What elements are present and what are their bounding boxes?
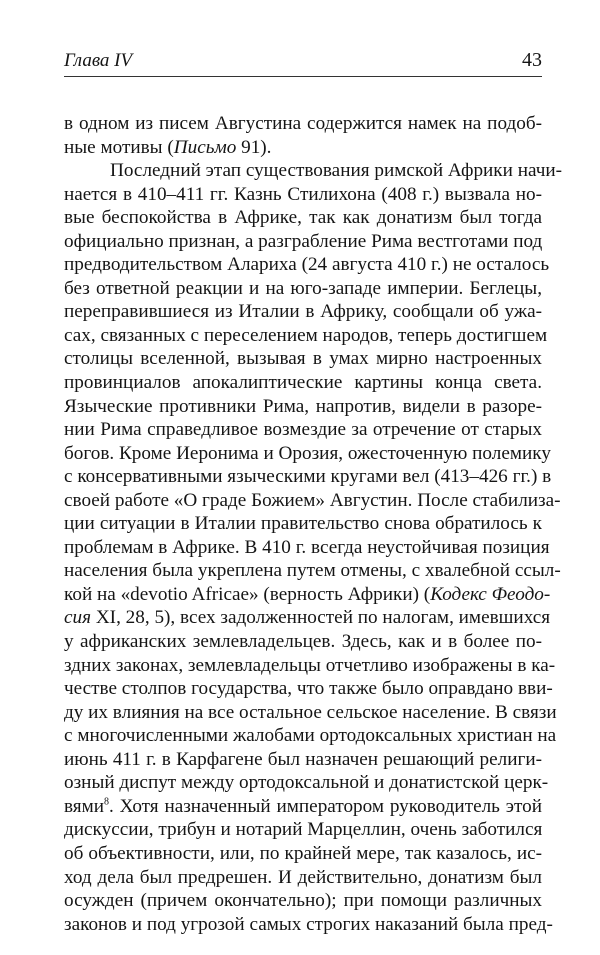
text-run: озный диспут между ортодоксальной и донатистской церк- [64,772,549,794]
text-run: в одном из писем Августина содержится намек на подоб- [64,113,542,134]
text-run: XI, 28, 5), всех задолженностей по налогам, имевшихся [91,607,551,629]
text-line [64,442,551,466]
text-line [64,795,542,819]
text-line [64,724,557,748]
text-run: предводительством Алариха (24 августа 410 г.) не осталось [64,254,550,276]
text-run: вые беспокойства в Африке, так как донатизм был тогда [64,207,542,229]
text-line [64,112,542,136]
text-line [64,913,553,937]
text-line [64,654,556,678]
text-line [64,630,542,654]
footnote-ref: 8 [104,796,110,808]
text-run: Языческие противники Рима, напротив, видели в разоре- [64,395,542,417]
text-run: ду их влияния на все остальное сельское население. В связи [64,701,557,723]
text-line [64,536,550,560]
text-run: официально признан, а разграбление Рима вестготами под [64,230,543,252]
text-line [64,677,553,701]
text-run: июнь 411 г. в Карфагене был назначен решающий религи- [64,748,542,770]
text-run: здних законах, землевладельцы отчетливо изображены в ка- [64,654,556,676]
italic-text: Письмо [173,136,237,158]
text-line [64,300,542,324]
text-line [64,159,563,183]
text-line [64,136,542,160]
text-line [64,324,548,348]
text-line [64,253,550,277]
text-line [64,277,542,301]
text-run: об объективности, или, по крайней мере, так казалось, ис- [64,842,542,864]
text-run: Последний этап существования римской Африки начи- [110,160,563,182]
text-line [64,206,542,230]
text-run: вями [64,795,105,817]
text-run: сах, связанных с переселением народов, теперь достигшем [64,324,548,346]
text-run: законов и под угрозой самых строгих наказаний была пред- [64,913,553,935]
text-run: столицы вселенной, вызывая в умах мирно настроенных [64,348,542,370]
text-line [64,889,542,913]
text-run: . Хотя назначенный императором руководитель этой [109,795,542,817]
italic-text: сия [64,607,92,629]
text-run: кой на «devotio Africae» (верность Африки) ( [64,583,431,605]
text-line [64,606,551,630]
body-text [64,112,563,936]
text-line [64,465,552,489]
italic-text: Кодекс Феодо- [430,583,551,605]
text-run: ход дела был предрешен. И действительно, донатизм был [64,866,542,888]
text-run: ные мотивы ( [64,136,174,158]
text-run: 91). [236,136,272,158]
page-number: 43 [522,49,542,71]
text-line [64,818,542,842]
text-run: у африканских землевладельцев. Здесь, как и в более по- [64,631,542,653]
text-run: нии Рима справедливое возмездие за отречение от старых [64,419,542,441]
text-line [64,418,542,442]
text-run: дискуссии, трибун и нотарий Марцеллин, очень заботился [64,819,543,841]
running-header [64,44,542,77]
text-run: проблемам в Африке. В 410 г. всегда неустойчивая позиция [64,536,550,558]
text-line [64,701,557,725]
text-run: населения была укреплена путем отмены, с хвалебной ссыл- [64,560,561,582]
text-line [64,230,542,254]
chapter-title: Глава IV [64,50,133,71]
text-run: с консервативными языческими кругами вел (413–426 гг.) в [64,466,552,488]
text-line [64,842,542,866]
text-run: богов. Кроме Иеронима и Орозия, ожесточенную полемику [64,442,551,464]
text-run: осужден (причем окончательно); при помощи различных [64,890,542,912]
text-run: нается в 410–411 гг. Казнь Стилихона (408 г.) вызвала но- [64,183,542,205]
text-line [64,748,542,772]
text-line [64,183,542,207]
text-line [64,395,542,419]
text-run: честве столпов государства, что также было оправдано вви- [64,678,553,700]
text-line [64,583,551,607]
text-run: переправившиеся из Италии в Африку, сообщали об ужа- [64,301,542,323]
text-run: с многочисленными жалобами ортодоксальных христиан на [64,725,557,747]
text-line [64,866,542,890]
text-run: провинциалов апокалиптические картины конца света. [64,372,542,394]
text-line [64,771,549,795]
text-line [64,347,542,371]
text-line [64,489,561,513]
text-line [64,512,542,536]
text-run: ции ситуации в Италии правительство снова обратилось к [64,513,542,535]
text-run: своей работе «О граде Божием» Августин. После стабилиза- [64,489,561,511]
text-line [64,371,542,395]
text-run: без ответной реакции и на юго-западе империи. Беглецы, [64,277,542,299]
text-line [64,559,561,583]
